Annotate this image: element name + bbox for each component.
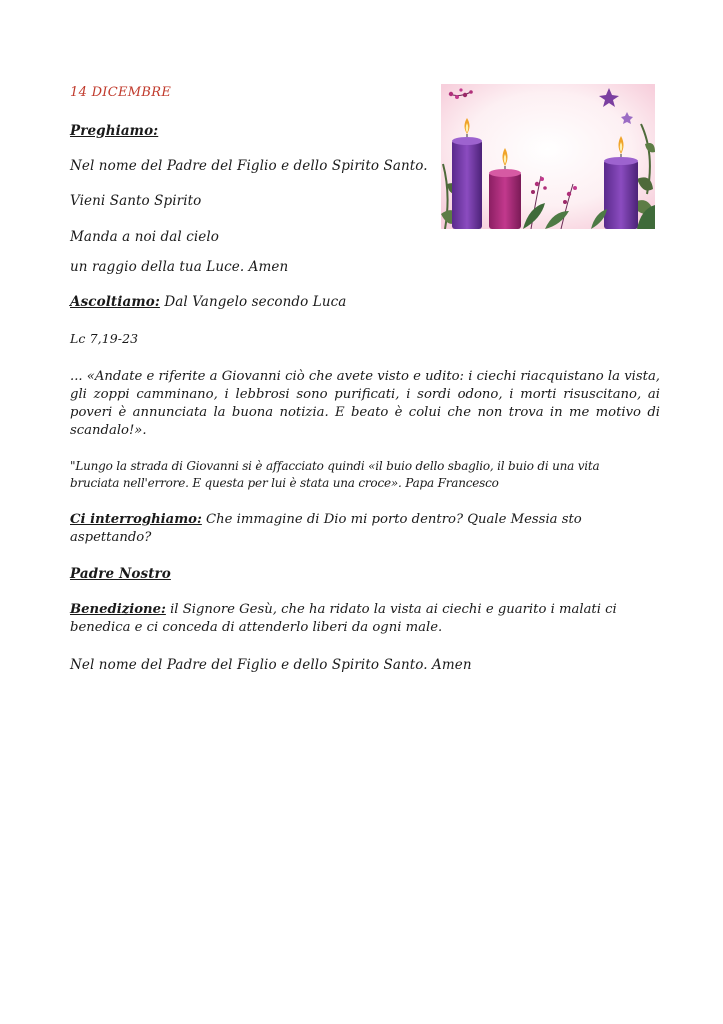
- gospel-passage: ... «Andate e riferite a Giovanni ciò che avete visto e udito: i ciechi riacquistano la vista, gli zoppi camminano, i lebbrosi sono purificati, i sordi odono, i morti risuscitano, ai poveri è annunciata la buona notizia. E beato è colui che non trova in me motivo di scandalo!».: [70, 369, 660, 438]
- interroghiamo-paragraph: [70, 511, 630, 547]
- prayer-line-4: un raggio della tua Luce. Amen: [70, 259, 289, 275]
- prayer-line-2: Vieni Santo Spirito: [70, 193, 202, 209]
- preghiamo-label: Preghiamo:: [70, 123, 159, 139]
- ascoltiamo-text: Dal Vangelo secondo Luca: [159, 294, 347, 310]
- prayer-line-3: Manda a noi dal cielo: [70, 229, 220, 245]
- ascoltiamo-label: Ascoltiamo:: [70, 294, 160, 310]
- benedizione-label: Benedizione:: [70, 602, 166, 617]
- ascoltiamo-line: [70, 293, 346, 311]
- date-heading: 14 DICEMBRE: [70, 85, 172, 100]
- benedizione-paragraph: [70, 601, 650, 637]
- interroghiamo-label: Ci interroghiamo:: [70, 512, 202, 527]
- advent-candles-illustration: [441, 84, 655, 229]
- prayer-line-1: Nel nome del Padre del Figlio e dello Spirito Santo.: [70, 158, 428, 174]
- benedizione-text: il Signore Gesù, che ha ridato la vista ai ciechi e guarito i malati ci benedica e ci conceda di attenderlo liberi da ogni male.: [70, 602, 617, 635]
- pope-quote: "Lungo la strada di Giovanni si è affacciato quindi «il buio dello sbaglio, il buio di una vita bruciata nell'errore. E questa per lui è stata una croce». Papa Francesco: [70, 459, 600, 490]
- gospel-reference: Lc 7,19-23: [70, 331, 139, 346]
- padre-nostro-heading: Padre Nostro: [70, 566, 171, 582]
- interroghiamo-text: Che immagine di Dio mi porto dentro? Quale Messia sto aspettando?: [70, 512, 582, 545]
- closing-line: Nel nome del Padre del Figlio e dello Spirito Santo. Amen: [70, 657, 472, 673]
